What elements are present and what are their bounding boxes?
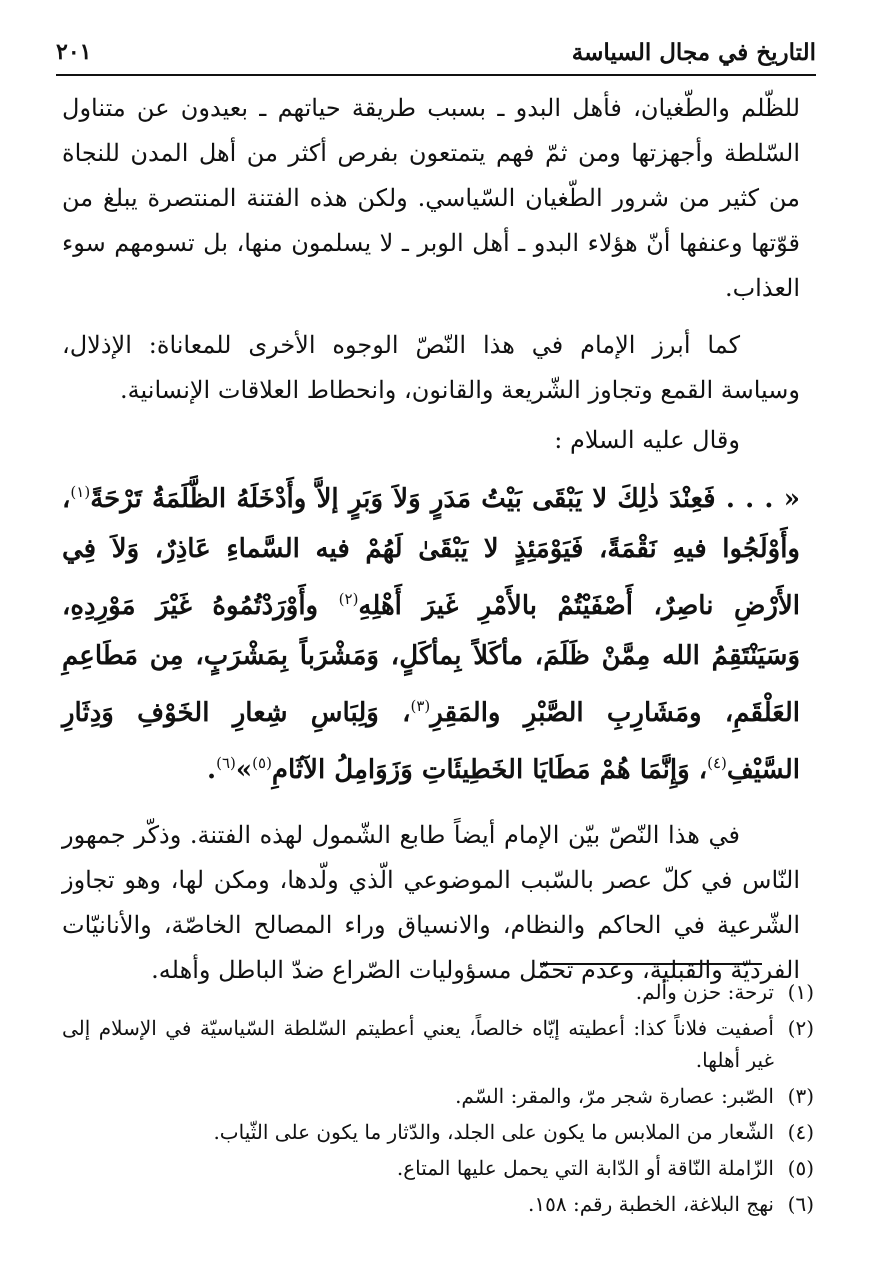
footnote-marker: (٥) [252, 754, 272, 772]
quote-text: وأَوْرَدْتُمُوهُ غَيْرَ مَوْرِدِهِ، وَسَيَنْتَقِمُ الله مِمَّنْ ظَلَمَ، مأكَلاً بِمأكَلٍ، وَمَشْرَباً بِمَشْرَبٍ، مِن مَطَاعِمِ العَلْقَمِ، ومَشَارِبِ الصَّبْرِ والمَقِرِ [62, 591, 800, 728]
running-title: التاريخ في مجال السياسة [571, 38, 816, 66]
footnote-number: (٦) [787, 1192, 814, 1216]
footnote-number: (٢) [787, 1016, 814, 1040]
footnote [62, 976, 814, 1008]
footnote-number: (٤) [787, 1120, 814, 1144]
quote-intro: وقال عليه السلام : [554, 426, 740, 454]
paragraph: للظّلم والطّغيان، فأهل البدو ـ بسبب طريقة حياتهم ـ بعيدون عن متناول السّلطة وأجهزتها ومن ثمّ فهم يتمتعون بفرص أكثر من أهل المدن للنجاة من كثير من شرور الطّغيان السّياسي. ولكن هذه الفتنة المنتصرة يبلغ من قوّتها وعنفها أنّ هؤلاء البدو ـ أهل الوبر ـ لا يسلمون منها، بل تسومهم سوء العذاب. [62, 94, 801, 302]
footnote-marker: (٣) [410, 697, 431, 715]
quote-end-mark: . [207, 755, 217, 785]
footnote-number: (٥) [787, 1156, 814, 1180]
quote-close-mark: » [235, 755, 253, 785]
quotation [62, 467, 800, 795]
footnote-text: نهج البلاغة، الخطبة رقم: ١٥٨. [528, 1192, 774, 1216]
footnote-number: (١) [787, 980, 814, 1004]
footnote-separator [540, 963, 762, 965]
footnote [62, 1080, 814, 1112]
quote-text: ، وَإِنَّمَا هُمْ مَطَايَا الخَطِيئَاتِ وَزَوَامِلُ الآثَامِ [271, 755, 708, 785]
quote-text: ، وأَوْلَجُوا فيهِ نَقْمَةً، فَيَوْمَئِذٍ لا يَبْقَىٰ لَهُمْ فيه السَّماءِ عَاذِرٌ، وَلاَ فِي الأَرْضِ ناصِرٌ، أَصْفَيْتُمْ بالأَمْرِ غَيرَ أَهْلِهِ [62, 484, 800, 621]
quote-text: « . . . فَعِنْدَ ذٰلِكَ لا يَبْقَى بَيْتُ مَدَرٍ وَلاَ وَبَرٍ إلاَّ وأَدْخَلَهُ الظَّلَمَةُ تَرْحَةً [90, 484, 800, 514]
footnote-marker: (٦) [216, 754, 236, 772]
footnote-marker: (٤) [707, 754, 727, 772]
paragraph: في هذا النّصّ بيّن الإمام أيضاً طابع الشّمول لهذه الفتنة. وذكّر جمهور النّاس في كلّ عصر بالسّبب الموضوعي الّذي ولّدها، ومكن لها، وهو تجاوز الشّرعية في الحاكم والنظام، والانسياق وراء المصالح الخاصّة، والأنانيّات الفرديّة والقبلية، وعدم تحمّل مسؤوليات الصّراع ضدّ الباطل وأهله. [62, 821, 800, 984]
page-number: ٢٠١ [56, 39, 92, 65]
body-text [62, 86, 800, 993]
footnote-text: الشّعار من الملابس ما يكون على الجلد، والدّثار ما يكون على الثّياب. [213, 1120, 774, 1144]
footnote [62, 1188, 814, 1220]
footnote-text: الزّاملة النّاقة أو الدّابة التي يحمل عليها المتاع. [396, 1156, 774, 1180]
page-header [56, 30, 816, 76]
footnote [62, 1116, 814, 1148]
footnote-text: ترحة: حزن وألم. [635, 980, 774, 1004]
footnote-marker: (٢) [338, 590, 359, 608]
footnote [62, 1012, 814, 1076]
footnote-text: أصفيت فلاناً كذا: أعطيته إيّاه خالصاً، يعني أعطيتم السّلطة السّياسيّة في الإسلام إلى غير أهلها. [62, 1016, 774, 1072]
footnote-number: (٣) [787, 1084, 814, 1108]
footnote-text: الصّبر: عصارة شجر مرّ، والمقر: السّم. [455, 1084, 774, 1108]
quote-text: ، وَلِبَاسِ شِعارِ الخَوْفِ وَدِثَارِ السَّيْفِ [62, 698, 800, 785]
footnote-marker: (١) [70, 483, 91, 501]
footnote [62, 1152, 814, 1184]
paragraph: كما أبرز الإمام في هذا النّصّ الوجوه الأخرى للمعاناة: الإذلال، وسياسة القمع وتجاوز الشّريعة والقانون، وانحطاط العلاقات الإنسانية. [62, 331, 800, 404]
footnotes [62, 976, 814, 1224]
